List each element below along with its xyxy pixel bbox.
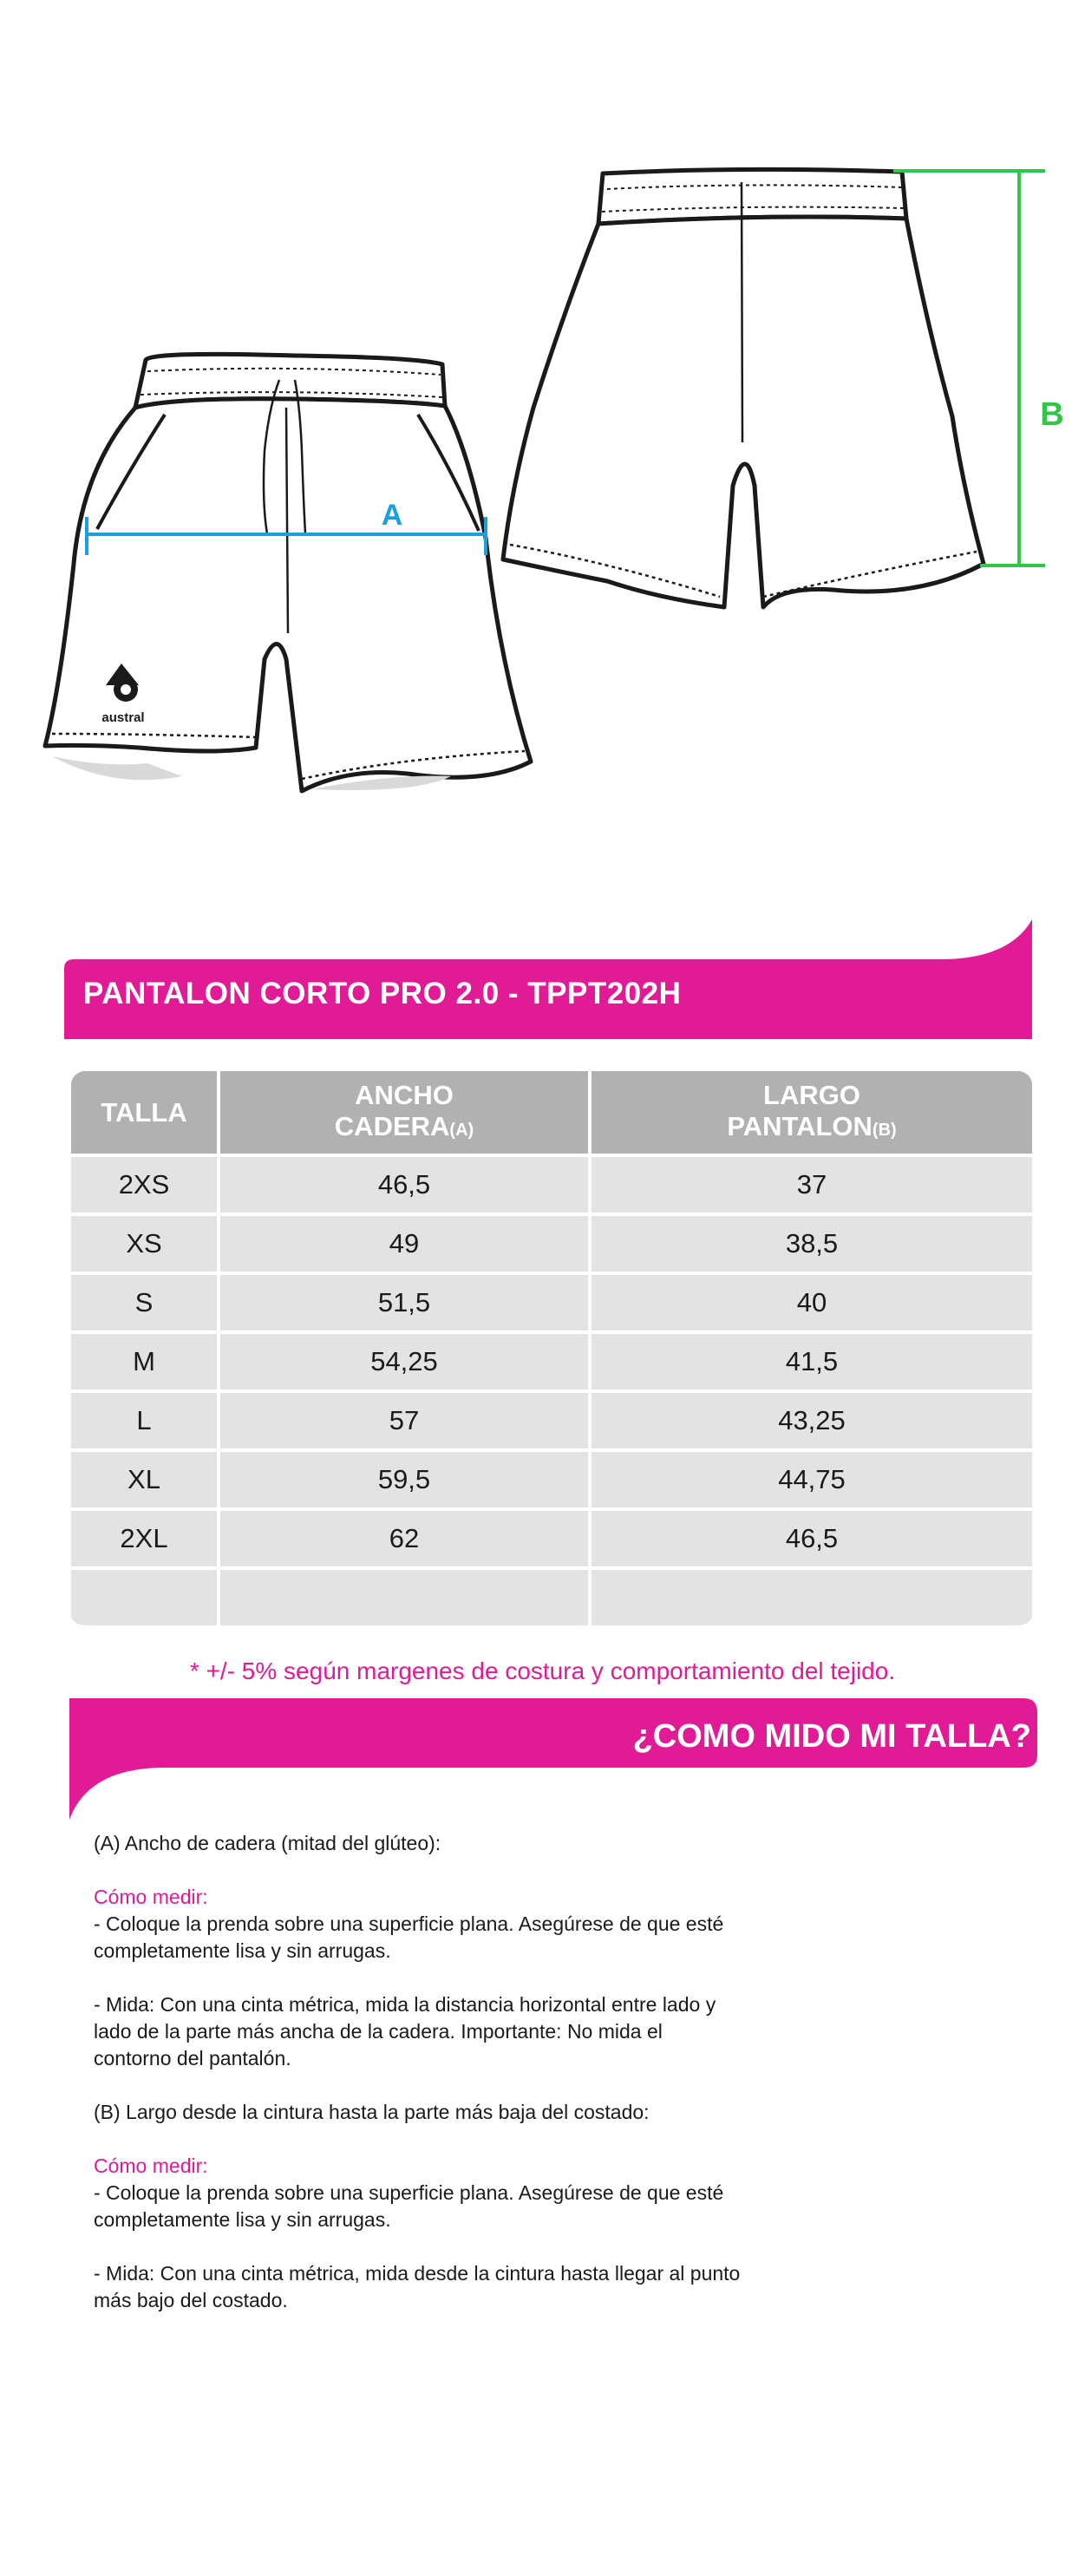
cell-ancho: 59,5	[220, 1452, 592, 1511]
cell-largo: 37	[592, 1157, 1032, 1216]
table-row	[71, 1334, 1032, 1393]
cell-largo: 46,5	[592, 1511, 1032, 1570]
cell-ancho: 54,25	[220, 1334, 592, 1393]
tolerance-note: * +/- 5% según margenes de costura y comportamiento del tejido.	[189, 1657, 896, 1684]
section-a-step2-line1: - Mida: Con una cinta métrica, mida la distancia horizontal entre lado y	[94, 1993, 716, 2016]
section-b-step1-line2: completamente lisa y sin arrugas.	[94, 2208, 391, 2231]
how-to-measure-banner	[69, 1698, 1037, 1820]
section-a-step2-line2: lado de la parte más ancha de la cadera. Importante: No mida el	[94, 2020, 663, 2043]
measurement-b-label: B	[1040, 396, 1064, 433]
table-row	[71, 1393, 1032, 1452]
table-row	[71, 1511, 1032, 1570]
cell-largo: 40	[592, 1275, 1032, 1334]
cell-size: XL	[71, 1452, 220, 1511]
cell-size: XS	[71, 1216, 220, 1275]
cell-largo: 41,5	[592, 1334, 1032, 1393]
section-b-como-medir: Cómo medir:	[94, 2154, 208, 2177]
section-a-step1-line2: completamente lisa y sin arrugas.	[94, 1939, 391, 1962]
section-b-step1-line1: - Coloque la prenda sobre una superficie plana. Asegúrese de que esté	[94, 2181, 724, 2204]
header-ancho-cadera: ANCHO CADERA(A)	[220, 1071, 592, 1157]
logo-text: austral	[101, 710, 145, 725]
back-shorts-drawing	[503, 169, 984, 607]
cell-ancho: 57	[220, 1393, 592, 1452]
section-a-title: (A) Ancho de cadera (mitad del glúteo):	[94, 1832, 441, 1854]
cell-ancho: 51,5	[220, 1275, 592, 1334]
cell-ancho: 62	[220, 1511, 592, 1570]
table-header-row	[71, 1071, 1032, 1157]
measurement-a-label: A	[381, 499, 403, 532]
cell-largo: 43,25	[592, 1393, 1032, 1452]
shorts-illustration	[0, 0, 1085, 833]
table-row	[71, 1570, 1032, 1629]
section-b-step2-line1: - Mida: Con una cinta métrica, mida desde la cintura hasta llegar al punto	[94, 2262, 741, 2285]
header-largo-pantalon: LARGO PANTALON(B)	[592, 1071, 1032, 1157]
measuring-instructions	[94, 1830, 805, 2314]
size-chart-table	[71, 1071, 1032, 1629]
front-shorts-drawing	[45, 354, 531, 791]
cell-largo: 44,75	[592, 1452, 1032, 1511]
page-title: PANTALON CORTO PRO 2.0 - TPPT202H	[83, 977, 682, 1010]
cell-largo: 38,5	[592, 1216, 1032, 1275]
table-row	[71, 1157, 1032, 1216]
cell-size: L	[71, 1393, 220, 1452]
section-a-step1-line1: - Coloque la prenda sobre una superficie plana. Asegúrese de que esté	[94, 1912, 724, 1935]
table-row	[71, 1452, 1032, 1511]
table-row	[71, 1275, 1032, 1334]
cell-largo	[592, 1570, 1032, 1629]
section-b-title: (B) Largo desde la cintura hasta la parte más baja del costado:	[94, 2101, 650, 2123]
cell-size	[71, 1570, 220, 1629]
cell-ancho	[220, 1570, 592, 1629]
header-talla: TALLA	[71, 1071, 220, 1157]
cell-ancho: 46,5	[220, 1157, 592, 1216]
table-row	[71, 1216, 1032, 1275]
section-b-step2-line2: más bajo del costado.	[94, 2289, 288, 2311]
cell-size: 2XL	[71, 1511, 220, 1570]
cell-size: S	[71, 1275, 220, 1334]
section-a-como-medir: Cómo medir:	[94, 1886, 208, 1908]
cell-size: M	[71, 1334, 220, 1393]
how-to-measure-title: ¿COMO MIDO MI TALLA?	[632, 1718, 1031, 1755]
cell-ancho: 49	[220, 1216, 592, 1275]
section-a-step2-line3: contorno del pantalón.	[94, 2047, 291, 2069]
cell-size: 2XS	[71, 1157, 220, 1216]
